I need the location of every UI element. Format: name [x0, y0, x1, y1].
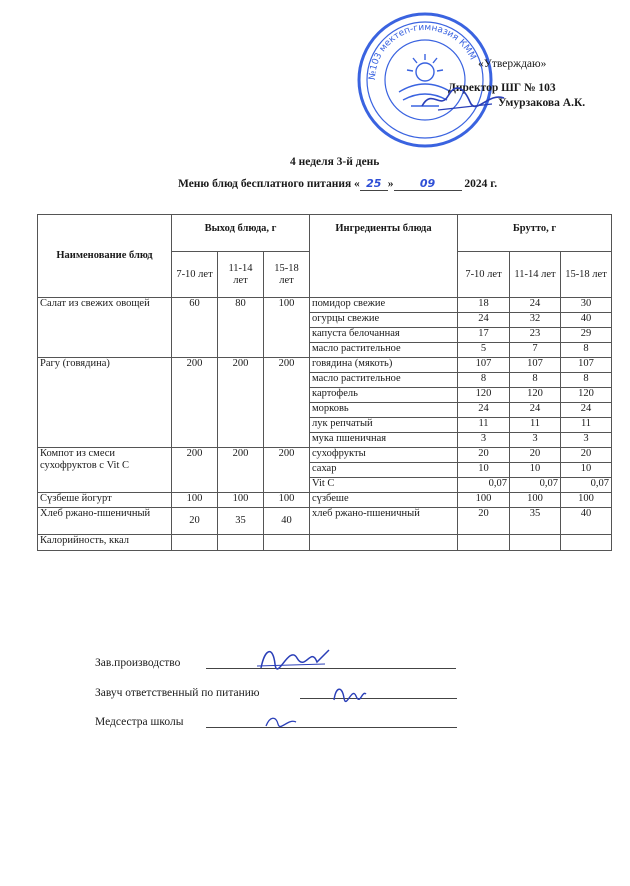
gross-value: 40 — [561, 313, 612, 328]
gross-value: 5 — [458, 343, 510, 358]
gross-value: 10 — [458, 463, 510, 478]
gross-value: 8 — [561, 373, 612, 388]
seal-ring-text: №103 мектеп-гимназия КММ — [367, 22, 478, 81]
gross-value: 10 — [561, 463, 612, 478]
age-header: 11-14 лет — [218, 252, 264, 298]
gross-value: 0,07 — [561, 478, 612, 493]
ingredient-name: говядина (мякоть) — [310, 358, 458, 373]
dish-output: 200 — [172, 358, 218, 448]
ingredient-name: картофель — [310, 388, 458, 403]
gross-value: 24 — [510, 298, 561, 313]
menu-table — [37, 214, 612, 551]
ingredient-name: огурцы свежие — [310, 313, 458, 328]
gross-value: 40 — [561, 508, 612, 535]
director-signature — [418, 84, 508, 114]
gross-value: 24 — [561, 403, 612, 418]
month-value: 09 — [394, 177, 462, 191]
menu-heading-prefix: Меню блюд бесплатного питания « — [178, 178, 360, 190]
ingredient-name: капуста белочанная — [310, 328, 458, 343]
approval-name: Умурзакова А.К. — [498, 97, 586, 109]
gross-value: 7 — [510, 343, 561, 358]
age-header: 7-10 лет — [458, 252, 510, 298]
gross-value: 0,07 — [510, 478, 561, 493]
gross-value: 24 — [458, 313, 510, 328]
signature-line — [206, 727, 457, 728]
gross-value: 100 — [510, 493, 561, 508]
calories-cell — [310, 535, 458, 551]
header-dish: Наименование блюд — [38, 215, 172, 298]
calories-label: Калорийность, ккал — [38, 535, 172, 551]
menu-heading-mid: » — [387, 178, 394, 190]
ingredient-name: сахар — [310, 463, 458, 478]
dish-output: 200 — [172, 448, 218, 493]
age-header: 15-18 лет — [264, 252, 310, 298]
dish-output: 100 — [172, 493, 218, 508]
dish-output: 200 — [218, 358, 264, 448]
calories-cell — [561, 535, 612, 551]
approval-position: Директор ШГ № 103 — [448, 82, 556, 94]
gross-value: 100 — [561, 493, 612, 508]
header-output: Выход блюда, г — [172, 215, 310, 252]
signature-label-head-teacher: Завуч ответственный по питанию — [95, 687, 260, 699]
gross-value: 8 — [458, 373, 510, 388]
header-gross: Брутто, г — [458, 215, 612, 252]
dish-output: 100 — [264, 493, 310, 508]
gross-value: 29 — [561, 328, 612, 343]
signature-line — [300, 698, 457, 699]
dish-output: 200 — [264, 448, 310, 493]
ingredient-name: лук репчатый — [310, 418, 458, 433]
gross-value: 11 — [458, 418, 510, 433]
ingredient-name: сухофрукты — [310, 448, 458, 463]
gross-value: 32 — [510, 313, 561, 328]
gross-value: 35 — [510, 508, 561, 535]
gross-value: 107 — [561, 358, 612, 373]
gross-value: 11 — [510, 418, 561, 433]
gross-value: 107 — [458, 358, 510, 373]
gross-value: 8 — [561, 343, 612, 358]
gross-value: 11 — [561, 418, 612, 433]
gross-value: 24 — [458, 403, 510, 418]
age-header: 15-18 лет — [561, 252, 612, 298]
dish-output: 100 — [218, 493, 264, 508]
ingredient-name: сүзбеше — [310, 493, 458, 508]
gross-value: 30 — [561, 298, 612, 313]
dish-output: 20 — [172, 508, 218, 535]
calories-cell — [218, 535, 264, 551]
ingredient-name: Vit C — [310, 478, 458, 493]
ingredient-name: мука пшеничная — [310, 433, 458, 448]
dish-output: 200 — [264, 358, 310, 448]
dish-name: Салат из свежих овощей — [38, 298, 172, 358]
dish-name: Компот из смеси сухофруктов с Vit C — [38, 448, 172, 493]
gross-value: 24 — [510, 403, 561, 418]
dish-name: Сүзбеше йогурт — [38, 493, 172, 508]
gross-value: 10 — [510, 463, 561, 478]
gross-value: 120 — [510, 388, 561, 403]
dish-name: Хлеб ржано-пшеничный — [38, 508, 172, 535]
gross-value: 20 — [561, 448, 612, 463]
gross-value: 0,07 — [458, 478, 510, 493]
dish-output: 80 — [218, 298, 264, 358]
menu-heading — [178, 177, 497, 191]
ingredient-name: помидор свежие — [310, 298, 458, 313]
gross-value: 100 — [458, 493, 510, 508]
calories-cell — [172, 535, 218, 551]
dish-output: 35 — [218, 508, 264, 535]
gross-value: 17 — [458, 328, 510, 343]
age-header: 11-14 лет — [510, 252, 561, 298]
ingredient-name: масло растительное — [310, 373, 458, 388]
production-signature — [255, 640, 335, 674]
week-day-heading: 4 неделя 3-й день — [290, 156, 380, 168]
header-ingredients: Ингредиенты блюда — [310, 215, 458, 298]
gross-value: 3 — [458, 433, 510, 448]
gross-value: 23 — [510, 328, 561, 343]
ingredient-name: масло растительное — [310, 343, 458, 358]
gross-value: 3 — [510, 433, 561, 448]
signature-label-nurse: Медсестра школы — [95, 716, 184, 728]
gross-value: 120 — [561, 388, 612, 403]
signature-label-production: Зав.производство — [95, 657, 181, 669]
ingredient-name: хлеб ржано-пшеничный — [310, 508, 458, 535]
day-value: 25 — [360, 177, 388, 191]
gross-value: 120 — [458, 388, 510, 403]
calories-cell — [264, 535, 310, 551]
gross-value: 20 — [458, 448, 510, 463]
gross-value: 107 — [510, 358, 561, 373]
gross-value: 8 — [510, 373, 561, 388]
dish-output: 40 — [264, 508, 310, 535]
dish-name: Рагу (говядина) — [38, 358, 172, 448]
ingredient-name: морковь — [310, 403, 458, 418]
calories-cell — [510, 535, 561, 551]
gross-value: 20 — [510, 448, 561, 463]
gross-value: 3 — [561, 433, 612, 448]
dish-output: 200 — [218, 448, 264, 493]
dish-output: 100 — [264, 298, 310, 358]
approval-title: «Утверждаю» — [478, 58, 547, 70]
calories-cell — [458, 535, 510, 551]
nurse-signature — [262, 712, 302, 732]
svg-text:№103 мектеп-гимназия КММ — [368, 23, 478, 80]
gross-value: 18 — [458, 298, 510, 313]
gross-value: 20 — [458, 508, 510, 535]
dish-output: 60 — [172, 298, 218, 358]
head-teacher-signature — [330, 680, 370, 708]
age-header: 7-10 лет — [172, 252, 218, 298]
year-value: 2024 г. — [464, 178, 498, 190]
